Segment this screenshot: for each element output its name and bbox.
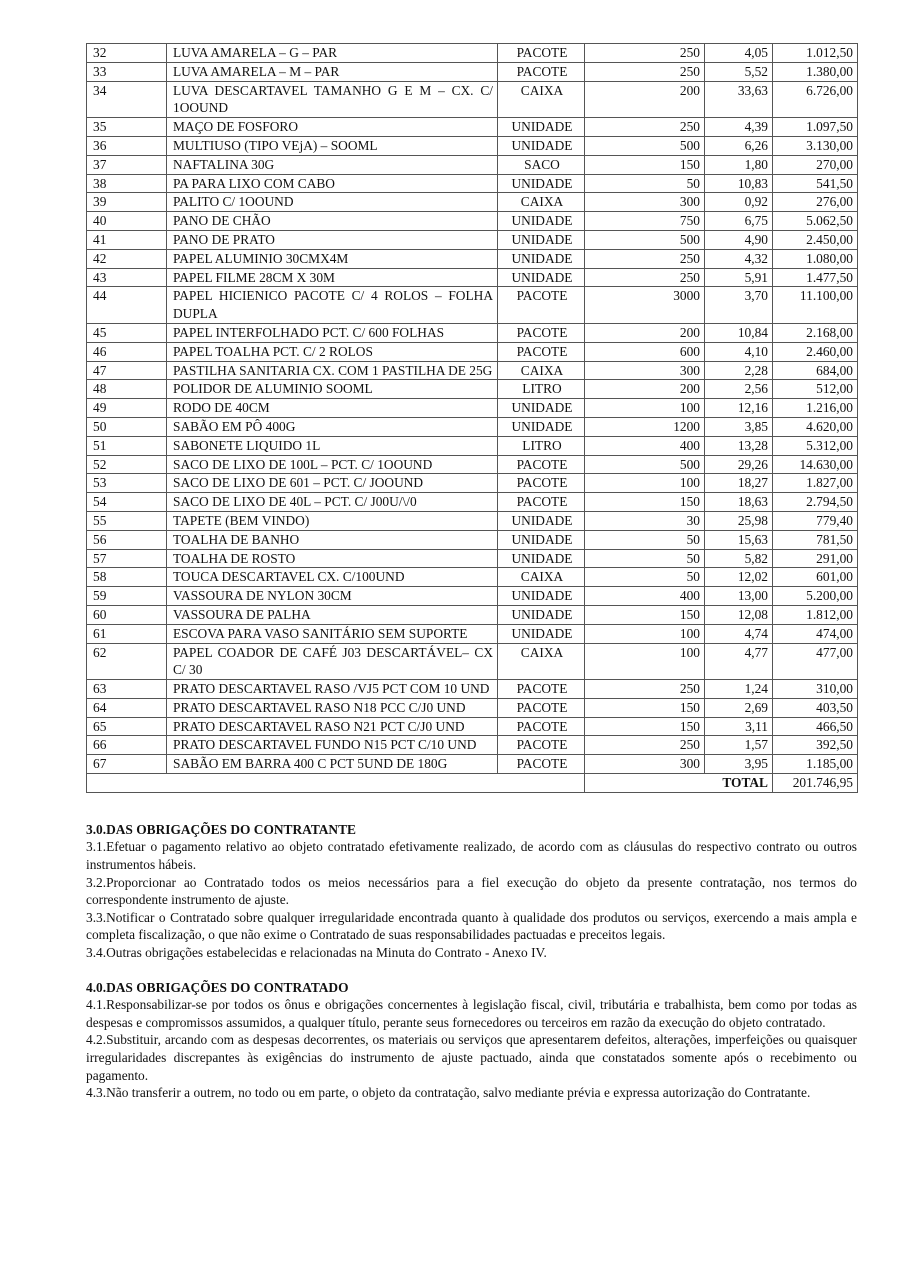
item-quantity: 150 bbox=[585, 698, 705, 717]
item-total-price: 541,50 bbox=[773, 174, 858, 193]
item-number: 39 bbox=[87, 193, 167, 212]
table-row bbox=[87, 230, 858, 249]
item-quantity: 500 bbox=[585, 230, 705, 249]
item-number: 64 bbox=[87, 698, 167, 717]
item-unit: PACOTE bbox=[498, 736, 585, 755]
item-quantity: 500 bbox=[585, 455, 705, 474]
item-number: 58 bbox=[87, 568, 167, 587]
item-number: 61 bbox=[87, 624, 167, 643]
item-quantity: 100 bbox=[585, 624, 705, 643]
item-quantity: 750 bbox=[585, 212, 705, 231]
item-number: 55 bbox=[87, 511, 167, 530]
table-row bbox=[87, 323, 858, 342]
item-description: VASSOURA DE PALHA bbox=[167, 605, 498, 624]
item-description: SABONETE LIQUIDO 1L bbox=[167, 436, 498, 455]
item-total-price: 3.130,00 bbox=[773, 136, 858, 155]
item-number: 66 bbox=[87, 736, 167, 755]
item-number: 46 bbox=[87, 342, 167, 361]
item-unit-price: 4,74 bbox=[705, 624, 773, 643]
item-total-price: 601,00 bbox=[773, 568, 858, 587]
item-unit: PACOTE bbox=[498, 342, 585, 361]
item-unit: PACOTE bbox=[498, 755, 585, 774]
table-row bbox=[87, 717, 858, 736]
item-number: 44 bbox=[87, 287, 167, 324]
item-unit-price: 15,63 bbox=[705, 530, 773, 549]
table-row bbox=[87, 155, 858, 174]
item-unit-price: 5,91 bbox=[705, 268, 773, 287]
item-unit: PACOTE bbox=[498, 44, 585, 63]
item-unit: PACOTE bbox=[498, 287, 585, 324]
table-row bbox=[87, 474, 858, 493]
item-description: PAPEL FILME 28CM X 30M bbox=[167, 268, 498, 287]
item-unit-price: 6,26 bbox=[705, 136, 773, 155]
item-unit: CAIXA bbox=[498, 361, 585, 380]
table-row bbox=[87, 736, 858, 755]
table-row bbox=[87, 361, 858, 380]
item-quantity: 500 bbox=[585, 136, 705, 155]
item-description: PA PARA LIXO COM CABO bbox=[167, 174, 498, 193]
item-number: 62 bbox=[87, 643, 167, 680]
item-unit: SACO bbox=[498, 155, 585, 174]
item-description: SACO DE LIXO DE 601 – PCT. C/ JOOUND bbox=[167, 474, 498, 493]
item-unit: CAIXA bbox=[498, 81, 585, 118]
item-unit-price: 29,26 bbox=[705, 455, 773, 474]
item-unit-price: 18,27 bbox=[705, 474, 773, 493]
item-number: 40 bbox=[87, 212, 167, 231]
item-quantity: 150 bbox=[585, 493, 705, 512]
item-quantity: 250 bbox=[585, 680, 705, 699]
item-description: ESCOVA PARA VASO SANITÁRIO SEM SUPORTE bbox=[167, 624, 498, 643]
table-row bbox=[87, 680, 858, 699]
item-quantity: 50 bbox=[585, 568, 705, 587]
item-description: POLIDOR DE ALUMINIO SOOML bbox=[167, 380, 498, 399]
item-unit-price: 12,16 bbox=[705, 399, 773, 418]
item-total-price: 276,00 bbox=[773, 193, 858, 212]
item-quantity: 30 bbox=[585, 511, 705, 530]
item-description: SABÃO EM BARRA 400 C PCT 5UND DE 180G bbox=[167, 755, 498, 774]
item-unit: PACOTE bbox=[498, 62, 585, 81]
table-row bbox=[87, 399, 858, 418]
item-number: 65 bbox=[87, 717, 167, 736]
item-description: PAPEL ALUMINIO 30CMX4M bbox=[167, 249, 498, 268]
item-number: 37 bbox=[87, 155, 167, 174]
item-unit-price: 12,08 bbox=[705, 605, 773, 624]
item-unit-price: 0,92 bbox=[705, 193, 773, 212]
item-unit: LITRO bbox=[498, 436, 585, 455]
section-contratante bbox=[86, 821, 857, 962]
item-number: 63 bbox=[87, 680, 167, 699]
item-quantity: 150 bbox=[585, 717, 705, 736]
item-number: 45 bbox=[87, 323, 167, 342]
item-unit: UNIDADE bbox=[498, 530, 585, 549]
item-total-price: 474,00 bbox=[773, 624, 858, 643]
item-unit-price: 3,85 bbox=[705, 417, 773, 436]
item-description: LUVA AMARELA – G – PAR bbox=[167, 44, 498, 63]
table-row bbox=[87, 287, 858, 324]
document-page bbox=[86, 43, 857, 1119]
table-row bbox=[87, 549, 858, 568]
item-description: RODO DE 40CM bbox=[167, 399, 498, 418]
item-unit: LITRO bbox=[498, 380, 585, 399]
item-quantity: 250 bbox=[585, 736, 705, 755]
total-label: TOTAL bbox=[585, 774, 773, 793]
item-description: PASTILHA SANITARIA CX. COM 1 PASTILHA DE 25G bbox=[167, 361, 498, 380]
item-quantity: 600 bbox=[585, 342, 705, 361]
item-unit-price: 2,69 bbox=[705, 698, 773, 717]
table-row bbox=[87, 342, 858, 361]
item-unit-price: 3,95 bbox=[705, 755, 773, 774]
clause-3-4: 3.4.Outras obrigações estabelecidas e relacionadas na Minuta do Contrato - Anexo IV. bbox=[86, 945, 547, 961]
item-total-price: 1.812,00 bbox=[773, 605, 858, 624]
item-unit-price: 25,98 bbox=[705, 511, 773, 530]
table-row bbox=[87, 118, 858, 137]
clause-3-1: 3.1.Efetuar o pagamento relativo ao objeto contratado efetivamente realizado, de acordo com as cláusulas do respectivo contrato ou outros instrumentos hábeis. bbox=[86, 839, 857, 873]
item-description: SABÃO EM PÔ 400G bbox=[167, 417, 498, 436]
table-row bbox=[87, 81, 858, 118]
table-row bbox=[87, 62, 858, 81]
item-unit-price: 3,70 bbox=[705, 287, 773, 324]
item-description: TOALHA DE BANHO bbox=[167, 530, 498, 549]
item-number: 48 bbox=[87, 380, 167, 399]
item-unit-price: 13,00 bbox=[705, 587, 773, 606]
table-row bbox=[87, 136, 858, 155]
item-total-price: 270,00 bbox=[773, 155, 858, 174]
item-total-price: 1.097,50 bbox=[773, 118, 858, 137]
table-row bbox=[87, 755, 858, 774]
item-quantity: 400 bbox=[585, 436, 705, 455]
item-quantity: 50 bbox=[585, 549, 705, 568]
item-quantity: 200 bbox=[585, 380, 705, 399]
item-unit: UNIDADE bbox=[498, 399, 585, 418]
item-total-price: 2.794,50 bbox=[773, 493, 858, 512]
item-unit: PACOTE bbox=[498, 680, 585, 699]
item-quantity: 250 bbox=[585, 44, 705, 63]
item-unit-price: 10,84 bbox=[705, 323, 773, 342]
item-quantity: 300 bbox=[585, 193, 705, 212]
table-row bbox=[87, 530, 858, 549]
item-total-price: 1.827,00 bbox=[773, 474, 858, 493]
section-contratado bbox=[86, 979, 857, 1102]
item-total-price: 5.062,50 bbox=[773, 212, 858, 231]
item-total-price: 6.726,00 bbox=[773, 81, 858, 118]
section-heading: 3.0.DAS OBRIGAÇÕES DO CONTRATANTE bbox=[86, 821, 356, 837]
item-quantity: 250 bbox=[585, 62, 705, 81]
item-unit: UNIDADE bbox=[498, 624, 585, 643]
item-description: PANO DE CHÃO bbox=[167, 212, 498, 231]
total-row-blank bbox=[87, 774, 585, 793]
item-unit-price: 5,52 bbox=[705, 62, 773, 81]
item-unit-price: 3,11 bbox=[705, 717, 773, 736]
item-description: SACO DE LIXO DE 100L – PCT. C/ 1OOUND bbox=[167, 455, 498, 474]
item-total-price: 779,40 bbox=[773, 511, 858, 530]
item-description: PALITO C/ 1OOUND bbox=[167, 193, 498, 212]
table-row bbox=[87, 380, 858, 399]
item-description: PAPEL COADOR DE CAFÉ J03 DESCARTÁVEL– CX C/ 30 bbox=[167, 643, 498, 680]
item-total-price: 1.012,50 bbox=[773, 44, 858, 63]
item-unit: UNIDADE bbox=[498, 212, 585, 231]
item-total-price: 1.080,00 bbox=[773, 249, 858, 268]
item-number: 38 bbox=[87, 174, 167, 193]
item-unit-price: 4,90 bbox=[705, 230, 773, 249]
item-unit-price: 4,05 bbox=[705, 44, 773, 63]
item-quantity: 400 bbox=[585, 587, 705, 606]
item-unit: UNIDADE bbox=[498, 549, 585, 568]
item-unit: PACOTE bbox=[498, 323, 585, 342]
item-total-price: 512,00 bbox=[773, 380, 858, 399]
table-row bbox=[87, 436, 858, 455]
item-number: 35 bbox=[87, 118, 167, 137]
item-number: 33 bbox=[87, 62, 167, 81]
item-unit-price: 12,02 bbox=[705, 568, 773, 587]
item-description: LUVA DESCARTAVEL TAMANHO G E M – CX. C/ 1OOUND bbox=[167, 81, 498, 118]
item-total-price: 781,50 bbox=[773, 530, 858, 549]
item-unit: UNIDADE bbox=[498, 118, 585, 137]
item-description: PRATO DESCARTAVEL RASO N21 PCT C/J0 UND bbox=[167, 717, 498, 736]
item-quantity: 250 bbox=[585, 268, 705, 287]
item-description: LUVA AMARELA – M – PAR bbox=[167, 62, 498, 81]
clause-3-2: 3.2.Proporcionar ao Contratado todos os meios necessários para a fiel execução do objeto da presente contratação, nos termos do correspondente instrumento de ajuste. bbox=[86, 874, 857, 908]
item-quantity: 300 bbox=[585, 361, 705, 380]
item-total-price: 466,50 bbox=[773, 717, 858, 736]
item-description: SACO DE LIXO DE 40L – PCT. C/ J00U/\/0 bbox=[167, 493, 498, 512]
grand-total-value: 201.746,95 bbox=[773, 774, 858, 793]
item-number: 41 bbox=[87, 230, 167, 249]
table-row bbox=[87, 44, 858, 63]
item-description: PRATO DESCARTAVEL RASO N18 PCC C/J0 UND bbox=[167, 698, 498, 717]
item-unit-price: 13,28 bbox=[705, 436, 773, 455]
item-unit-price: 1,24 bbox=[705, 680, 773, 699]
item-unit: UNIDADE bbox=[498, 230, 585, 249]
item-quantity: 200 bbox=[585, 323, 705, 342]
item-unit-price: 33,63 bbox=[705, 81, 773, 118]
item-unit: UNIDADE bbox=[498, 136, 585, 155]
item-quantity: 150 bbox=[585, 605, 705, 624]
item-quantity: 100 bbox=[585, 474, 705, 493]
item-quantity: 1200 bbox=[585, 417, 705, 436]
items-table bbox=[86, 43, 858, 793]
table-row bbox=[87, 249, 858, 268]
item-unit: UNIDADE bbox=[498, 174, 585, 193]
item-description: MAÇO DE FOSFORO bbox=[167, 118, 498, 137]
table-row bbox=[87, 605, 858, 624]
item-quantity: 3000 bbox=[585, 287, 705, 324]
item-description: MULTIUSO (TIPO VEjA) – SOOML bbox=[167, 136, 498, 155]
item-number: 34 bbox=[87, 81, 167, 118]
item-unit-price: 5,82 bbox=[705, 549, 773, 568]
item-description: NAFTALINA 30G bbox=[167, 155, 498, 174]
table-row bbox=[87, 493, 858, 512]
item-number: 54 bbox=[87, 493, 167, 512]
item-number: 47 bbox=[87, 361, 167, 380]
item-unit-price: 18,63 bbox=[705, 493, 773, 512]
item-quantity: 300 bbox=[585, 755, 705, 774]
table-row bbox=[87, 455, 858, 474]
clause-4-1: 4.1.Responsabilizar-se por todos os ônus e obrigações concernentes à legislação fiscal, civil, tributária e trabalhista, bem como por todas as despesas e compromissos assumidos, a qualquer título, perante seus fornecedores ou terceiros em razão da execução do objeto contratado. bbox=[86, 997, 857, 1030]
item-number: 67 bbox=[87, 755, 167, 774]
clause-4-2: 4.2.Substituir, arcando com as despesas decorrentes, os materiais ou serviços que apresentarem defeitos, alterações, imperfeições ou quaisquer irregularidades discrepantes às exigências do instrumento de ajuste pactuado, ainda que constatados somente após o recebimento ou pagamento. bbox=[86, 1032, 857, 1083]
table-row bbox=[87, 624, 858, 643]
item-number: 32 bbox=[87, 44, 167, 63]
item-number: 36 bbox=[87, 136, 167, 155]
item-number: 42 bbox=[87, 249, 167, 268]
table-row bbox=[87, 174, 858, 193]
item-quantity: 50 bbox=[585, 530, 705, 549]
item-total-price: 291,00 bbox=[773, 549, 858, 568]
item-quantity: 100 bbox=[585, 399, 705, 418]
item-unit: PACOTE bbox=[498, 474, 585, 493]
item-total-price: 684,00 bbox=[773, 361, 858, 380]
total-row bbox=[87, 774, 858, 793]
table-row bbox=[87, 568, 858, 587]
item-quantity: 250 bbox=[585, 249, 705, 268]
item-number: 51 bbox=[87, 436, 167, 455]
item-quantity: 200 bbox=[585, 81, 705, 118]
item-unit-price: 1,80 bbox=[705, 155, 773, 174]
item-description: VASSOURA DE NYLON 30CM bbox=[167, 587, 498, 606]
item-unit: CAIXA bbox=[498, 568, 585, 587]
item-description: PRATO DESCARTAVEL FUNDO N15 PCT C/10 UND bbox=[167, 736, 498, 755]
item-unit: UNIDADE bbox=[498, 417, 585, 436]
table-row bbox=[87, 511, 858, 530]
item-number: 53 bbox=[87, 474, 167, 493]
item-unit: PACOTE bbox=[498, 717, 585, 736]
item-total-price: 14.630,00 bbox=[773, 455, 858, 474]
item-unit: UNIDADE bbox=[498, 511, 585, 530]
table-row bbox=[87, 698, 858, 717]
item-total-price: 1.216,00 bbox=[773, 399, 858, 418]
item-total-price: 1.477,50 bbox=[773, 268, 858, 287]
item-quantity: 100 bbox=[585, 643, 705, 680]
item-unit: UNIDADE bbox=[498, 605, 585, 624]
item-unit-price: 2,56 bbox=[705, 380, 773, 399]
item-total-price: 5.312,00 bbox=[773, 436, 858, 455]
item-total-price: 477,00 bbox=[773, 643, 858, 680]
table-row bbox=[87, 268, 858, 287]
item-unit-price: 4,10 bbox=[705, 342, 773, 361]
item-total-price: 1.380,00 bbox=[773, 62, 858, 81]
item-unit-price: 1,57 bbox=[705, 736, 773, 755]
item-unit: PACOTE bbox=[498, 455, 585, 474]
item-total-price: 2.450,00 bbox=[773, 230, 858, 249]
table-row bbox=[87, 417, 858, 436]
obligations-sections bbox=[86, 821, 857, 1102]
item-quantity: 250 bbox=[585, 118, 705, 137]
item-unit-price: 2,28 bbox=[705, 361, 773, 380]
item-number: 59 bbox=[87, 587, 167, 606]
item-total-price: 310,00 bbox=[773, 680, 858, 699]
item-number: 49 bbox=[87, 399, 167, 418]
item-number: 43 bbox=[87, 268, 167, 287]
item-unit: CAIXA bbox=[498, 643, 585, 680]
item-number: 57 bbox=[87, 549, 167, 568]
item-unit: UNIDADE bbox=[498, 249, 585, 268]
item-total-price: 392,50 bbox=[773, 736, 858, 755]
item-unit-price: 6,75 bbox=[705, 212, 773, 231]
item-number: 50 bbox=[87, 417, 167, 436]
item-description: TOUCA DESCARTAVEL CX. C/100UND bbox=[167, 568, 498, 587]
item-total-price: 2.168,00 bbox=[773, 323, 858, 342]
item-description: PANO DE PRATO bbox=[167, 230, 498, 249]
item-total-price: 403,50 bbox=[773, 698, 858, 717]
section-heading: 4.0.DAS OBRIGAÇÕES DO CONTRATADO bbox=[86, 979, 349, 995]
table-row bbox=[87, 643, 858, 680]
clause-4-3: 4.3.Não transferir a outrem, no todo ou em parte, o objeto da contratação, salvo mediante prévia e expressa autorização do Contratante. bbox=[86, 1085, 811, 1101]
item-description: TOALHA DE ROSTO bbox=[167, 549, 498, 568]
item-unit: CAIXA bbox=[498, 193, 585, 212]
item-total-price: 4.620,00 bbox=[773, 417, 858, 436]
item-unit-price: 10,83 bbox=[705, 174, 773, 193]
item-description: PAPEL TOALHA PCT. C/ 2 ROLOS bbox=[167, 342, 498, 361]
item-total-price: 11.100,00 bbox=[773, 287, 858, 324]
item-description: PRATO DESCARTAVEL RASO /VJ5 PCT COM 10 UND bbox=[167, 680, 498, 699]
item-description: PAPEL INTERFOLHADO PCT. C/ 600 FOLHAS bbox=[167, 323, 498, 342]
item-total-price: 5.200,00 bbox=[773, 587, 858, 606]
item-total-price: 2.460,00 bbox=[773, 342, 858, 361]
item-unit: PACOTE bbox=[498, 493, 585, 512]
item-number: 60 bbox=[87, 605, 167, 624]
clause-3-3: 3.3.Notificar o Contratado sobre qualquer irregularidade encontrada quanto à qualidade dos produtos ou serviços, exercendo a mais ampla e completa fiscalização, o que não exime o Contratado de suas responsabilidades pactuadas e preceitos legais. bbox=[86, 909, 857, 943]
item-total-price: 1.185,00 bbox=[773, 755, 858, 774]
table-row bbox=[87, 212, 858, 231]
item-unit-price: 4,77 bbox=[705, 643, 773, 680]
item-unit-price: 4,39 bbox=[705, 118, 773, 137]
table-row bbox=[87, 193, 858, 212]
item-unit: UNIDADE bbox=[498, 587, 585, 606]
table-row bbox=[87, 587, 858, 606]
item-quantity: 150 bbox=[585, 155, 705, 174]
item-quantity: 50 bbox=[585, 174, 705, 193]
item-unit: PACOTE bbox=[498, 698, 585, 717]
item-number: 52 bbox=[87, 455, 167, 474]
item-description: TAPETE (BEM VINDO) bbox=[167, 511, 498, 530]
item-number: 56 bbox=[87, 530, 167, 549]
items-table-body bbox=[87, 44, 858, 793]
item-unit-price: 4,32 bbox=[705, 249, 773, 268]
item-description: PAPEL HICIENICO PACOTE C/ 4 ROLOS – FOLHA DUPLA bbox=[167, 287, 498, 324]
item-unit: UNIDADE bbox=[498, 268, 585, 287]
